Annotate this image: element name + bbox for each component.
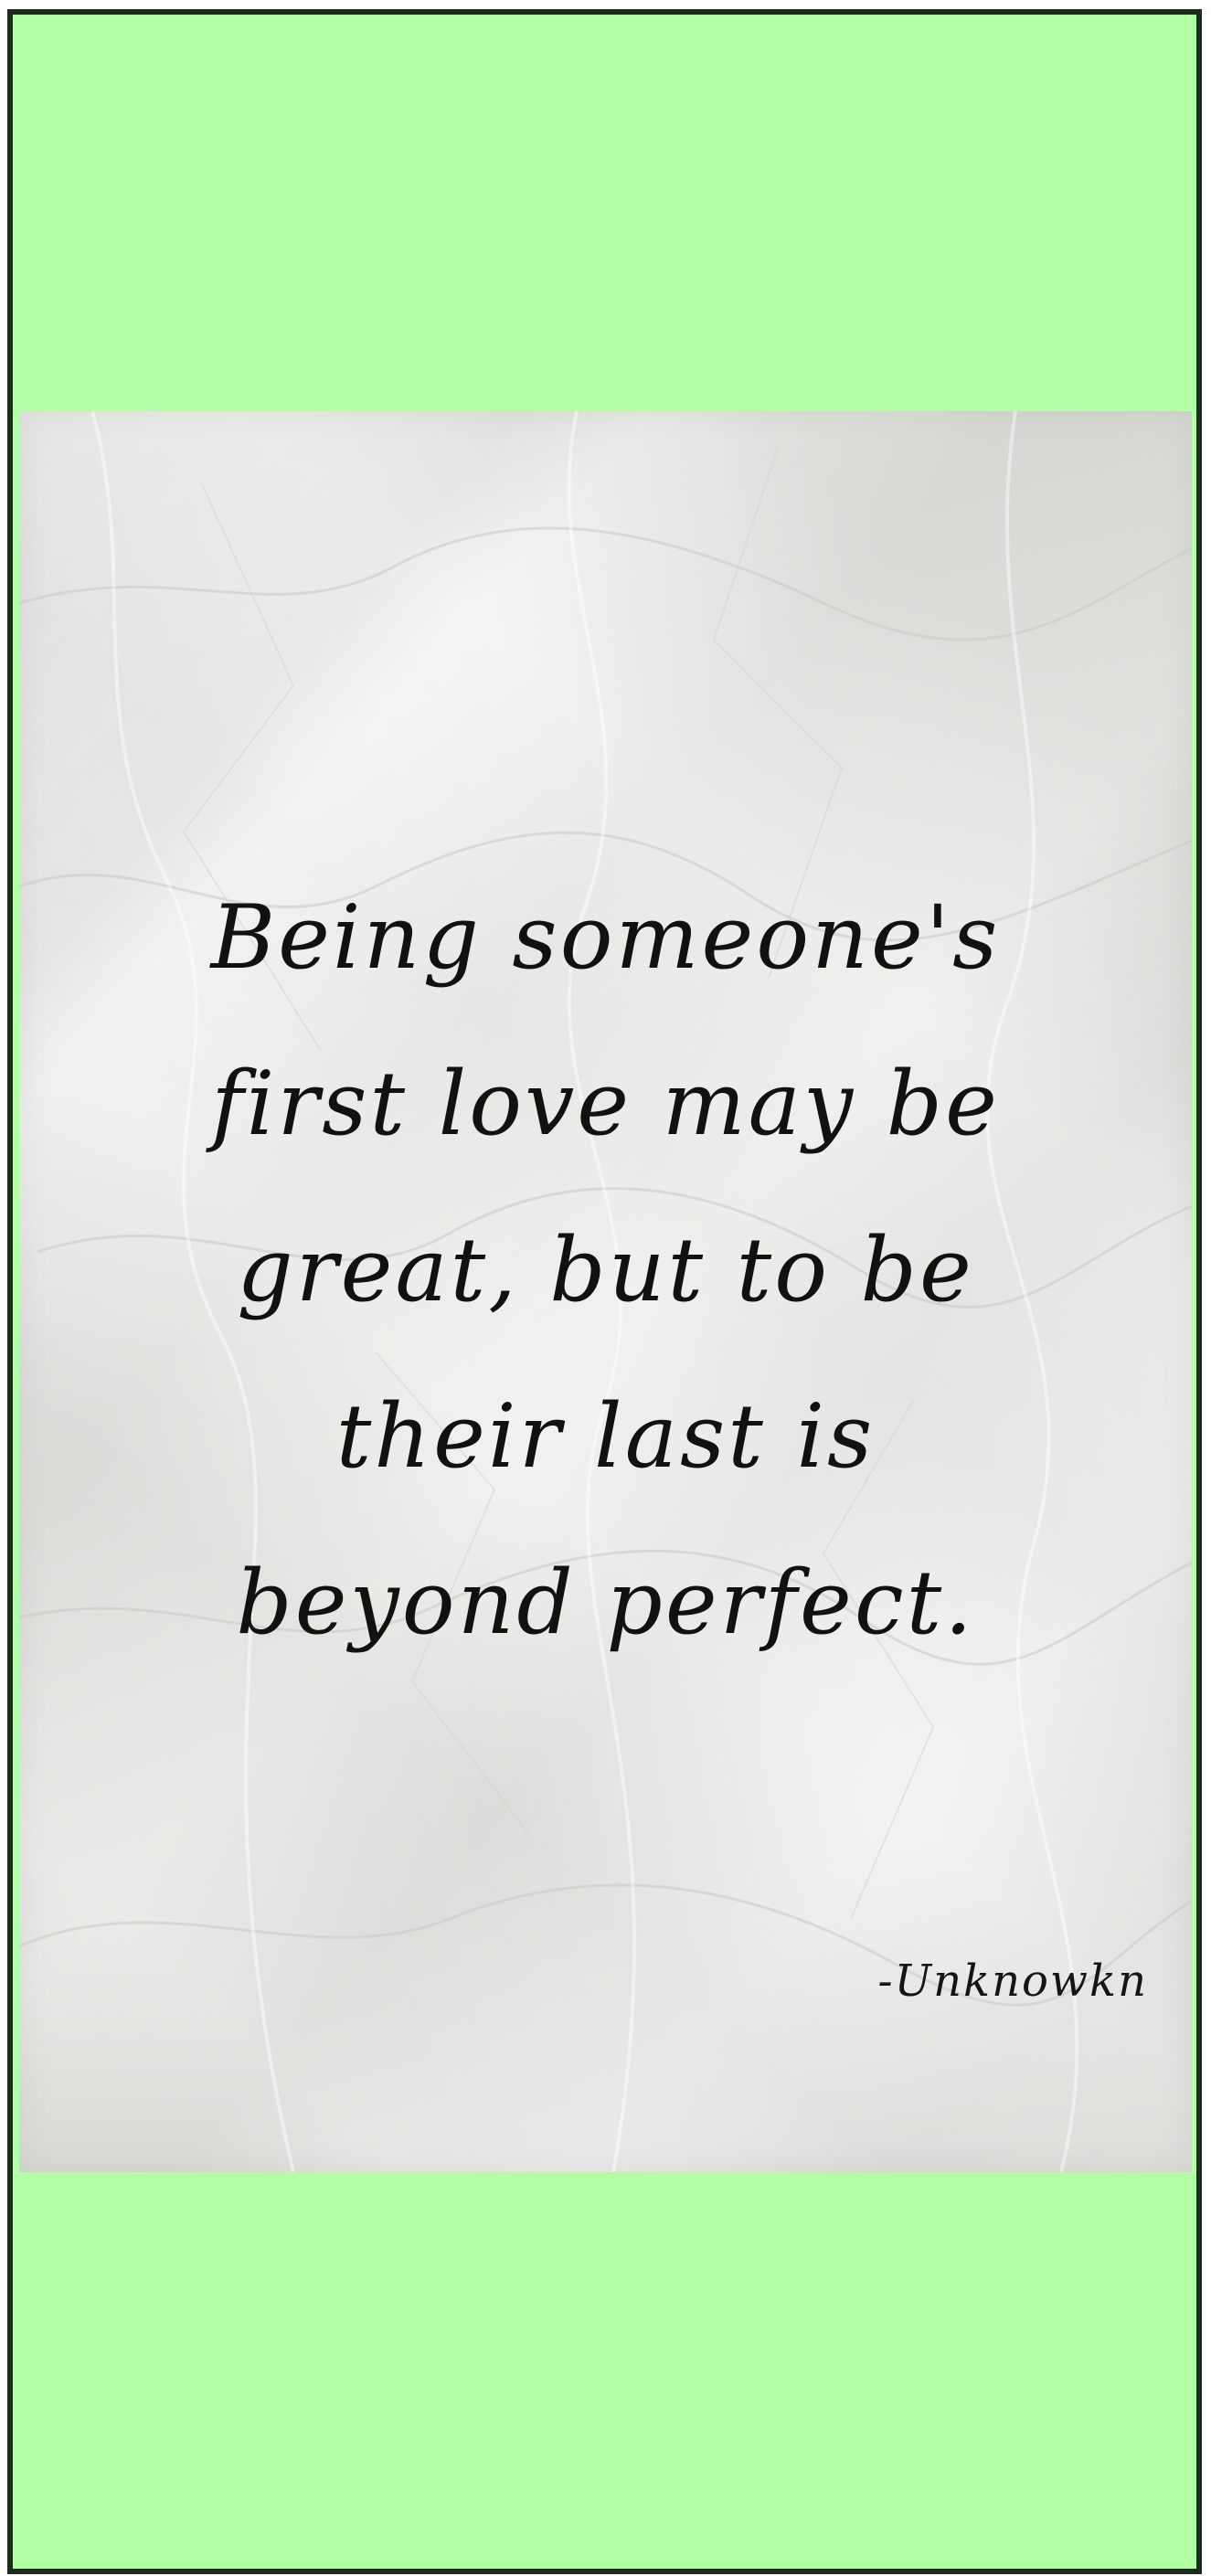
quote-line-5: beyond perfect. [236,1552,975,1654]
crumpled-paper-panel [19,411,1192,2172]
quote-line-3: great, but to be [237,1219,974,1321]
quote-line-4: their last is [335,1385,876,1488]
quote-author: -Unknowkn [877,1956,1148,2007]
quote-text [56,854,1155,1686]
poster-frame [7,9,1202,2574]
quote-line-1: Being someone's [210,886,1001,989]
quote-line-2: first love may be [211,1053,1000,1155]
